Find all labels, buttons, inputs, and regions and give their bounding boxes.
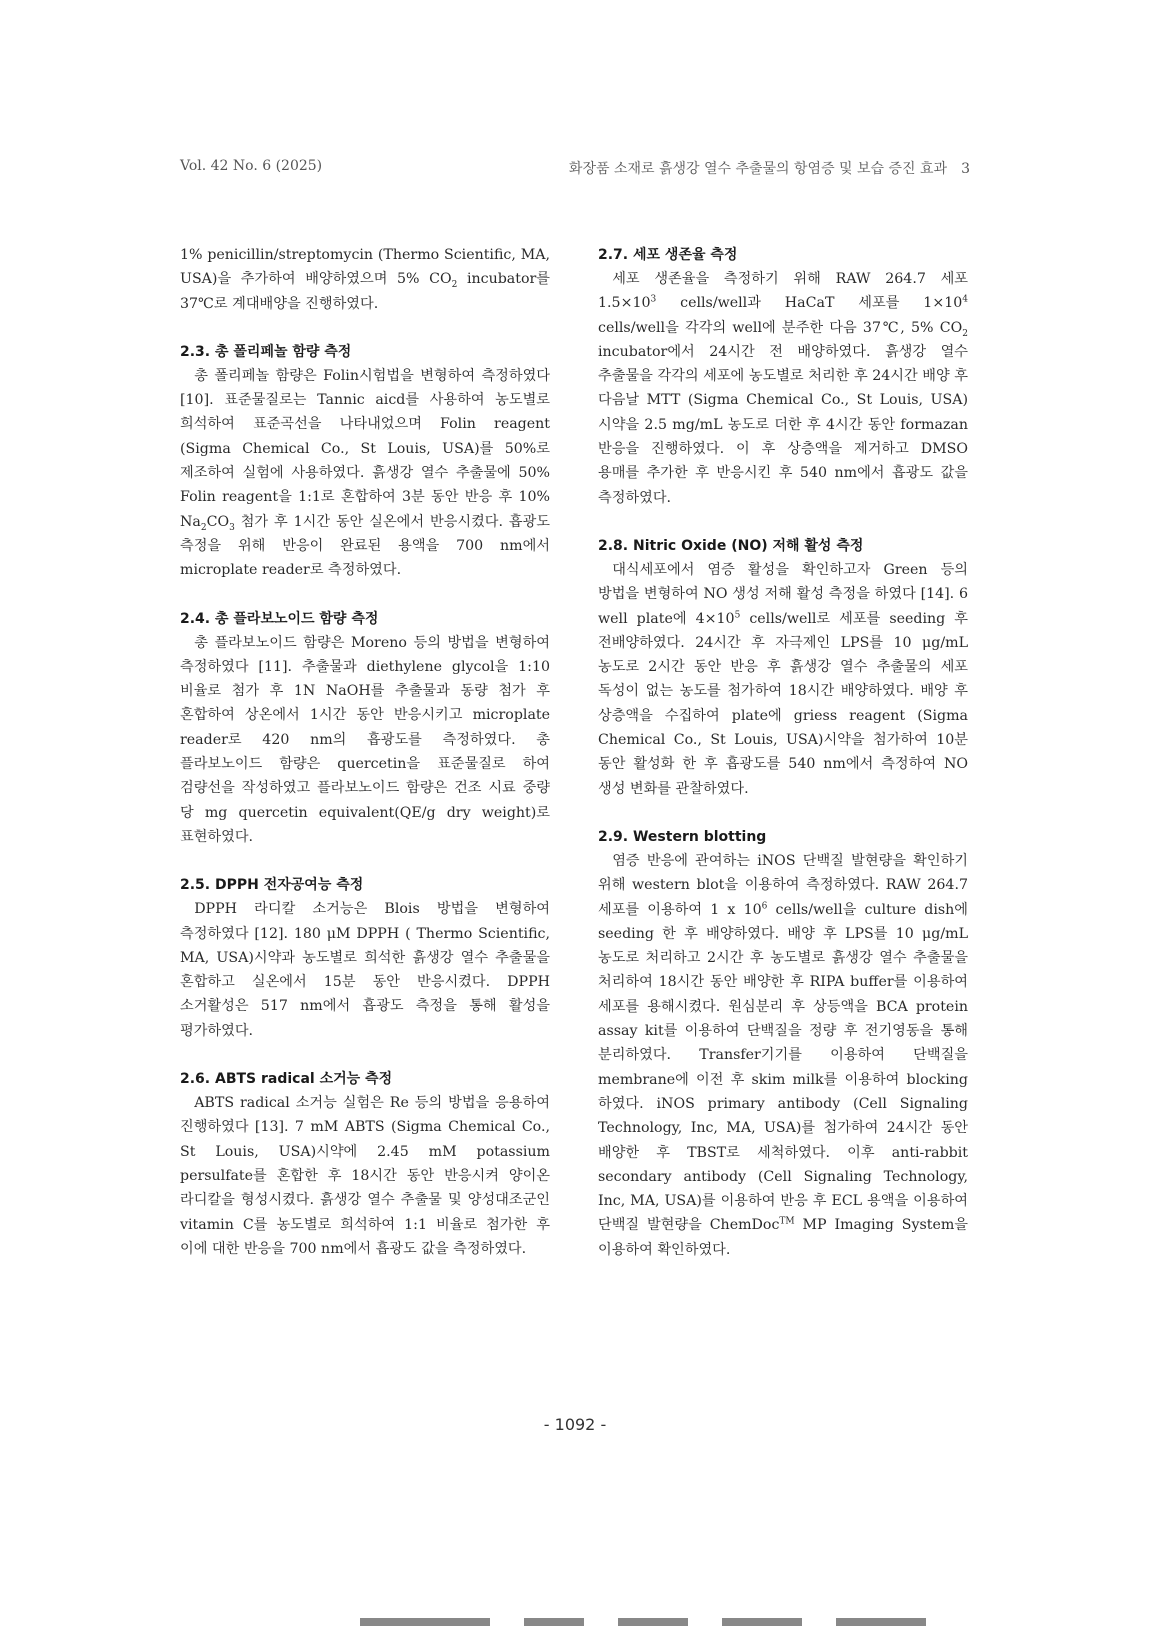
section-2-5-heading: 2.5. DPPH 전자공여능 측정 bbox=[180, 877, 364, 894]
section-2-5-body: DPPH 라디칼 소거능은 Blois 방법을 변형하여 측정하였다 [12]. 180 μM DPPH ( Thermo Scientific, MA, USA)시약과 농도별로 희석한 흙생강 열수 추출물을 혼합하고 실온에서 15분 동안 반응시켰다. DPPH 소거활성은 517 nm에서 흡광도 측정을 통해 활성을 평가하였다. bbox=[180, 901, 550, 1039]
running-header bbox=[180, 158, 970, 182]
running-title-text: 화장품 소재로 흙생강 열수 추출물의 항염증 및 보습 증진 효과 bbox=[568, 161, 948, 177]
section-2-6-body: ABTS radical 소거능 실험은 Re 등의 방법을 응용하여 진행하였다 [13]. 7 mM ABTS (Sigma Chemical Co., St Louis, USA)시약에 2.45 mM potassium persulfate를 혼합한 후 18시간 동안 반응시켜 양이온 라디칼을 형성시켰다. 흙생강 열수 추출물 및 양성대조군인 vitamin C를 농도별로 희석하여 1:1 비율로 첨가한 후 이에 대한 반응을 700 nm에서 흡광도 값을 측정하였다. bbox=[180, 1095, 550, 1257]
header-page-number: 3 bbox=[961, 161, 970, 177]
section-2-6-heading: 2.6. ABTS radical 소거능 측정 bbox=[180, 1071, 393, 1088]
section-2-8-heading: 2.8. Nitric Oxide (NO) 저해 활성 측정 bbox=[598, 537, 864, 554]
section-2-4-heading: 2.4. 총 플라보노이드 함량 측정 bbox=[180, 610, 379, 627]
section-2-7-body: 세포 생존율을 측정하기 위해 RAW 264.7 세포 $1.5\times 10^3$ cells/well과 HaCaT 세포를 $1\times 10^4$ cells/well을 각각의 well에 분주한 다음 37℃, 5% $CO_2$ incubator에서 24시간 전 배양하였다. 흙생강 열수 추출물을 각각의 세포에 농도별로 처리한 후 24시간 배양 후 다음날 MTT (Sigma Chemical Co., St Louis, USA)시약을 2.5 mg/mL 농도로 더한 후 4시간 동안 formazan 반응을 진행하였다. 이 후 상층액을 제거하고 DMSO 용매를 추가한 후 반응시킨 후 540 nm에서 흡광도 값을 측정하였다. bbox=[598, 271, 968, 506]
section-2-9-heading: 2.9. Western blotting bbox=[598, 828, 767, 845]
section-2-3-heading: 2.3. 총 폴리페놀 함량 측정 bbox=[180, 343, 352, 360]
section-2-7-heading: 2.7. 세포 생존율 측정 bbox=[598, 247, 738, 263]
cut-off-footer-text bbox=[360, 1618, 1060, 1626]
section-2-4-body: 총 플라보노이드 함량은 Moreno 등의 방법을 변형하여 측정하였다 [11]. 추출물과 diethylene glycol을 1:10 비율로 첨가 후 1N NaOH를 추출물과 동량 첨가 후 혼합하여 상온에서 1시간 동안 반응시키고 microplate reader로 420 nm의 흡광도를 측정하였다. 총 플라보노이드 함량은 quercetin을 표준물질로 하여 검량선을 작성하였고 플라보노이드 함량은 건조 시료 중량 당 mg quercetin equivalent(QE/g dry weight)로 표현하였다. bbox=[180, 634, 550, 845]
section-2-8-body: 대식세포에서 염증 활성을 확인하고자 Green 등의 방법을 변형하여 NO 생성 저해 활성 측정을 하였다 [14]. 6 well plate에 $4\times 10^5$ cells/well로 세포를 seeding 후 전배양하였다. 24시간 후 자극제인 LPS를 10 μg/mL 농도로 2시간 동안 반응 후 흙생강 열수 추출물의 세포 독성이 없는 농도를 첨가하여 18시간 배양하였다. 배양 후 상층액을 수집하여 plate에 griess reagent (Sigma Chemical Co., St Louis, USA)시약을 첨가하여 10분 동안 활성화 한 후 흡광도를 540 nm에서 측정하여 NO 생성 변화를 관찰하였다. bbox=[598, 561, 969, 797]
right-column bbox=[598, 243, 968, 1262]
left-column bbox=[180, 243, 550, 1261]
section-2-9-body: 염증 반응에 관여하는 iNOS 단백질 발현량을 확인하기 위해 western blot을 이용하여 측정하였다. RAW 264.7 세포를 이용하여 1 x $10^6$ cells/well을 culture dish에 seeding 한 후 배양하였다. 배양 후 LPS를 10 μg/mL 농도로 처리하고 2시간 후 농도별로 흙생강 열수 추출물을 처리하여 18시간 동안 배양한 후 RIPA buffer를 이용하여 세포를 용해시켰다. 원심분리 후 상등액을 BCA protein assay kit를 이용하여 단백질을 정량 후 전기영동을 통해 분리하였다. Transfer기기를 이용하여 단백질을 membrane에 이전 후 skim milk를 이용하여 blocking 하였다. iNOS primary antibody (Cell Signaling Technology, Inc, MA, USA)를 첨가하여 24시간 동안 배양한 후 TBST로 세척하였다. 이후 anti-rabbit secondary antibody (Cell Signaling Technology, Inc, MA, USA)를 이용하여 반응 후 ECL 용액을 이용하여 단백질 발현량을 ChemDoc™ MP Imaging System을 이용하여 확인하였다. bbox=[598, 852, 968, 1258]
page-number: - 1092 - bbox=[543, 1415, 607, 1434]
intro-paragraph: 1% penicillin/streptomycin (Thermo Scientific, MA, USA)을 추가하여 배양하였으며 5% $CO_2$ incubator를 37℃로 계대배양을 진행하였다. bbox=[180, 247, 550, 312]
journal-volume: Vol. 42 No. 6 (2025) bbox=[180, 158, 323, 174]
section-2-3-body: 총 폴리페놀 함량은 Folin시험법을 변형하여 측정하였다 [10]. 표준물질로는 Tannic aicd를 사용하여 농도별로 희석하여 표준곡선을 나타내었으며 Folin reagent (Sigma Chemical Co., St Louis, USA)를 50%로 제조하여 실험에 사용하였다. 흙생강 열수 추출물에 50% Folin reagent을 1:1로 혼합하여 3분 동안 반응 후 10% $Na_2CO_3$ 첨가 후 1시간 동안 실온에서 반응시켰다. 흡광도 측정을 위해 반응이 완료된 용액을 700 nm에서 microplate reader로 측정하였다. bbox=[180, 367, 550, 579]
running-title bbox=[569, 158, 970, 178]
